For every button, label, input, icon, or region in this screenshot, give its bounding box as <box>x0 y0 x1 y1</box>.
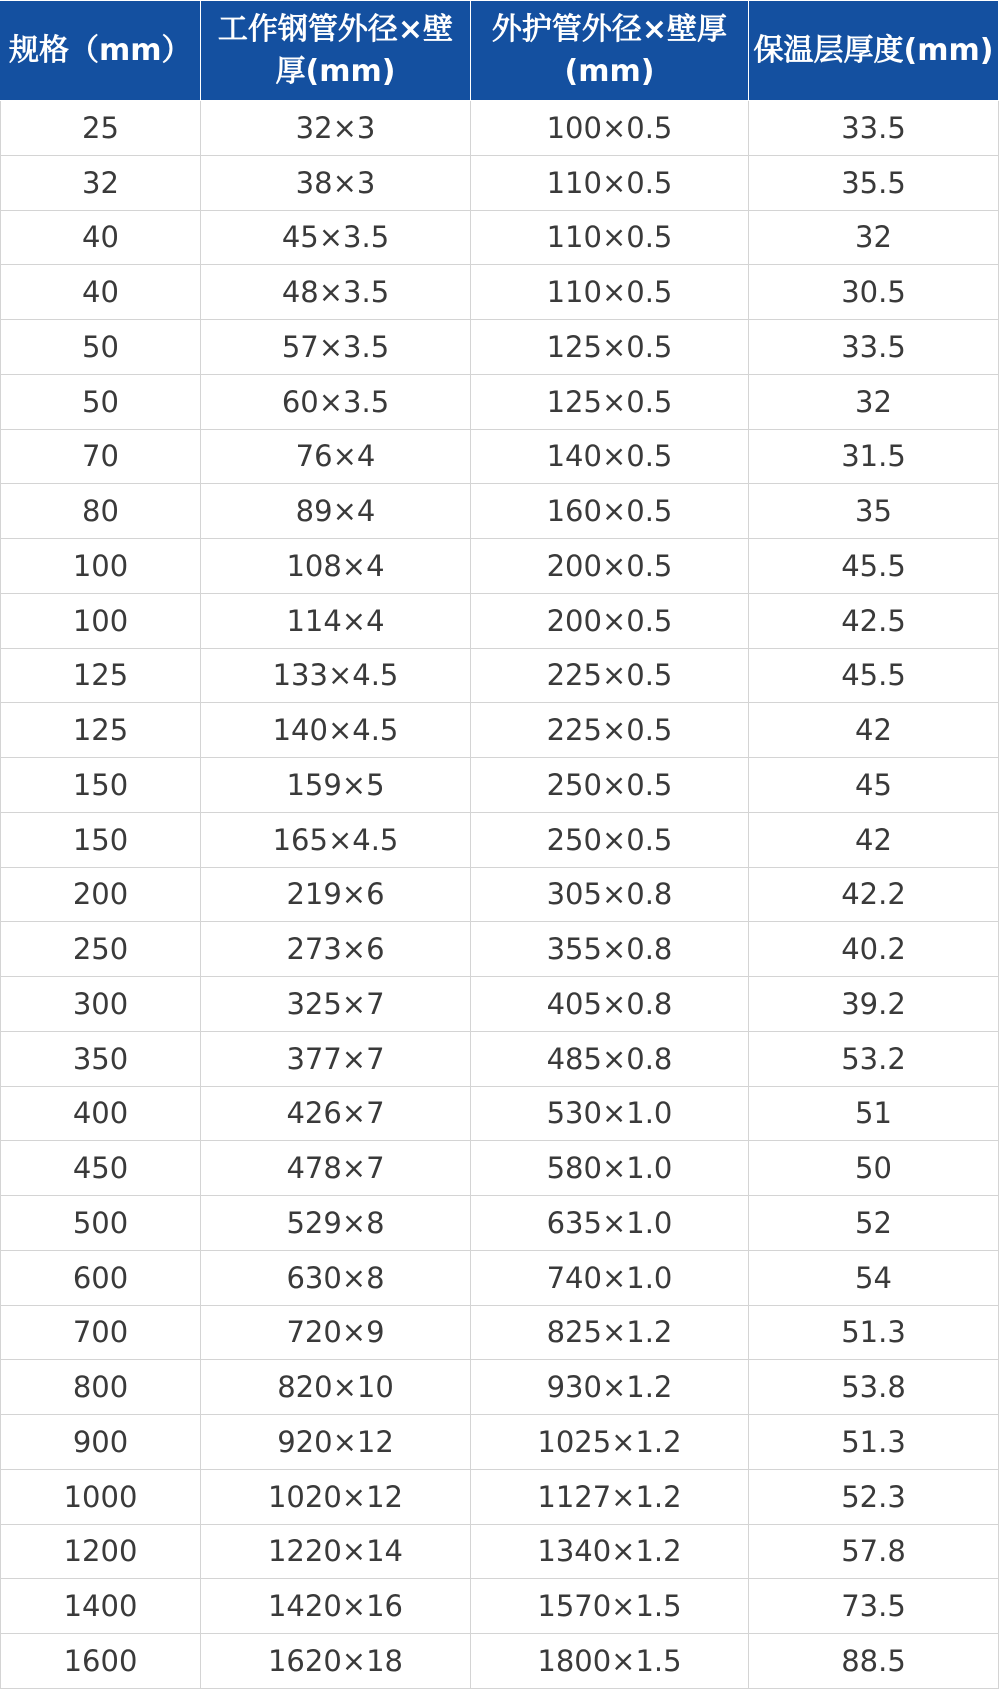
cell-spec: 40 <box>1 265 201 320</box>
table-row <box>1 265 999 320</box>
cell-steel-pipe: 57×3.5 <box>201 320 471 375</box>
table-row <box>1 812 999 867</box>
table-row <box>1 210 999 265</box>
cell-jacket-pipe: 1800×1.5 <box>471 1634 749 1689</box>
cell-jacket-pipe: 405×0.8 <box>471 977 749 1032</box>
cell-steel-pipe: 426×7 <box>201 1086 471 1141</box>
cell-insulation: 42.5 <box>749 593 999 648</box>
cell-spec: 1400 <box>1 1579 201 1634</box>
table-row <box>1 429 999 484</box>
cell-steel-pipe: 48×3.5 <box>201 265 471 320</box>
cell-jacket-pipe: 140×0.5 <box>471 429 749 484</box>
cell-insulation: 57.8 <box>749 1524 999 1579</box>
table-row <box>1 101 999 156</box>
cell-spec: 125 <box>1 648 201 703</box>
cell-jacket-pipe: 250×0.5 <box>471 758 749 813</box>
cell-jacket-pipe: 580×1.0 <box>471 1141 749 1196</box>
cell-spec: 25 <box>1 101 201 156</box>
cell-jacket-pipe: 355×0.8 <box>471 922 749 977</box>
cell-insulation: 45 <box>749 758 999 813</box>
cell-steel-pipe: 920×12 <box>201 1415 471 1470</box>
table-row <box>1 593 999 648</box>
cell-steel-pipe: 219×6 <box>201 867 471 922</box>
table-row <box>1 977 999 1032</box>
cell-spec: 900 <box>1 1415 201 1470</box>
cell-spec: 80 <box>1 484 201 539</box>
cell-jacket-pipe: 125×0.5 <box>471 374 749 429</box>
cell-steel-pipe: 38×3 <box>201 155 471 210</box>
cell-spec: 250 <box>1 922 201 977</box>
cell-spec: 150 <box>1 758 201 813</box>
cell-spec: 350 <box>1 1031 201 1086</box>
cell-spec: 100 <box>1 539 201 594</box>
table-row <box>1 758 999 813</box>
table-row <box>1 867 999 922</box>
cell-steel-pipe: 720×9 <box>201 1305 471 1360</box>
cell-insulation: 33.5 <box>749 320 999 375</box>
table-row <box>1 155 999 210</box>
table-row <box>1 922 999 977</box>
table-row <box>1 539 999 594</box>
cell-steel-pipe: 133×4.5 <box>201 648 471 703</box>
cell-spec: 1000 <box>1 1469 201 1524</box>
cell-insulation: 52 <box>749 1196 999 1251</box>
table-row <box>1 1579 999 1634</box>
cell-insulation: 54 <box>749 1250 999 1305</box>
cell-insulation: 73.5 <box>749 1579 999 1634</box>
cell-insulation: 32 <box>749 374 999 429</box>
cell-steel-pipe: 76×4 <box>201 429 471 484</box>
cell-insulation: 31.5 <box>749 429 999 484</box>
cell-jacket-pipe: 1570×1.5 <box>471 1579 749 1634</box>
cell-jacket-pipe: 200×0.5 <box>471 539 749 594</box>
cell-spec: 150 <box>1 812 201 867</box>
cell-jacket-pipe: 485×0.8 <box>471 1031 749 1086</box>
cell-steel-pipe: 529×8 <box>201 1196 471 1251</box>
table-body <box>1 101 999 1689</box>
cell-steel-pipe: 273×6 <box>201 922 471 977</box>
cell-spec: 125 <box>1 703 201 758</box>
cell-spec: 300 <box>1 977 201 1032</box>
cell-insulation: 33.5 <box>749 101 999 156</box>
cell-insulation: 51.3 <box>749 1415 999 1470</box>
cell-steel-pipe: 325×7 <box>201 977 471 1032</box>
cell-insulation: 88.5 <box>749 1634 999 1689</box>
cell-insulation: 39.2 <box>749 977 999 1032</box>
cell-jacket-pipe: 1340×1.2 <box>471 1524 749 1579</box>
cell-jacket-pipe: 825×1.2 <box>471 1305 749 1360</box>
header-steel-pipe-od-wall: 工作钢管外径×壁厚(mm) <box>201 1 471 101</box>
table-row <box>1 1031 999 1086</box>
cell-spec: 500 <box>1 1196 201 1251</box>
table-row <box>1 1250 999 1305</box>
cell-insulation: 53.8 <box>749 1360 999 1415</box>
table-header <box>1 1 999 101</box>
cell-steel-pipe: 159×5 <box>201 758 471 813</box>
cell-steel-pipe: 630×8 <box>201 1250 471 1305</box>
cell-jacket-pipe: 1127×1.2 <box>471 1469 749 1524</box>
table-row <box>1 374 999 429</box>
cell-steel-pipe: 140×4.5 <box>201 703 471 758</box>
cell-jacket-pipe: 225×0.5 <box>471 703 749 758</box>
cell-insulation: 42 <box>749 812 999 867</box>
header-jacket-pipe-od-wall: 外护管外径×壁厚(mm) <box>471 1 749 101</box>
cell-spec: 600 <box>1 1250 201 1305</box>
table-row <box>1 484 999 539</box>
cell-jacket-pipe: 160×0.5 <box>471 484 749 539</box>
cell-steel-pipe: 820×10 <box>201 1360 471 1415</box>
cell-steel-pipe: 114×4 <box>201 593 471 648</box>
table-row <box>1 320 999 375</box>
table-row <box>1 648 999 703</box>
cell-steel-pipe: 1420×16 <box>201 1579 471 1634</box>
cell-spec: 50 <box>1 320 201 375</box>
cell-jacket-pipe: 200×0.5 <box>471 593 749 648</box>
cell-insulation: 35.5 <box>749 155 999 210</box>
cell-insulation: 30.5 <box>749 265 999 320</box>
cell-jacket-pipe: 250×0.5 <box>471 812 749 867</box>
cell-spec: 1600 <box>1 1634 201 1689</box>
cell-spec: 700 <box>1 1305 201 1360</box>
cell-steel-pipe: 108×4 <box>201 539 471 594</box>
cell-insulation: 51.3 <box>749 1305 999 1360</box>
cell-jacket-pipe: 110×0.5 <box>471 210 749 265</box>
cell-jacket-pipe: 305×0.8 <box>471 867 749 922</box>
header-spec: 规格（mm） <box>1 1 201 101</box>
cell-steel-pipe: 377×7 <box>201 1031 471 1086</box>
cell-steel-pipe: 1020×12 <box>201 1469 471 1524</box>
table-row <box>1 1634 999 1689</box>
header-insulation-thickness: 保温层厚度(mm) <box>749 1 999 101</box>
table-row <box>1 1141 999 1196</box>
cell-insulation: 45.5 <box>749 648 999 703</box>
cell-spec: 400 <box>1 1086 201 1141</box>
table-row <box>1 1524 999 1579</box>
cell-insulation: 40.2 <box>749 922 999 977</box>
cell-insulation: 51 <box>749 1086 999 1141</box>
cell-jacket-pipe: 100×0.5 <box>471 101 749 156</box>
cell-insulation: 52.3 <box>749 1469 999 1524</box>
cell-insulation: 42.2 <box>749 867 999 922</box>
table-row <box>1 703 999 758</box>
cell-spec: 100 <box>1 593 201 648</box>
cell-insulation: 42 <box>749 703 999 758</box>
cell-spec: 40 <box>1 210 201 265</box>
cell-steel-pipe: 45×3.5 <box>201 210 471 265</box>
cell-jacket-pipe: 740×1.0 <box>471 1250 749 1305</box>
cell-steel-pipe: 32×3 <box>201 101 471 156</box>
cell-insulation: 32 <box>749 210 999 265</box>
cell-steel-pipe: 1220×14 <box>201 1524 471 1579</box>
table-row <box>1 1196 999 1251</box>
cell-jacket-pipe: 225×0.5 <box>471 648 749 703</box>
table-row <box>1 1360 999 1415</box>
table-row <box>1 1086 999 1141</box>
cell-insulation: 53.2 <box>749 1031 999 1086</box>
table-row <box>1 1415 999 1470</box>
cell-steel-pipe: 165×4.5 <box>201 812 471 867</box>
cell-spec: 200 <box>1 867 201 922</box>
cell-jacket-pipe: 1025×1.2 <box>471 1415 749 1470</box>
cell-insulation: 35 <box>749 484 999 539</box>
table-row <box>1 1469 999 1524</box>
cell-jacket-pipe: 635×1.0 <box>471 1196 749 1251</box>
cell-spec: 450 <box>1 1141 201 1196</box>
cell-insulation: 45.5 <box>749 539 999 594</box>
cell-jacket-pipe: 110×0.5 <box>471 155 749 210</box>
cell-steel-pipe: 478×7 <box>201 1141 471 1196</box>
cell-spec: 1200 <box>1 1524 201 1579</box>
cell-jacket-pipe: 930×1.2 <box>471 1360 749 1415</box>
cell-jacket-pipe: 110×0.5 <box>471 265 749 320</box>
cell-spec: 800 <box>1 1360 201 1415</box>
cell-jacket-pipe: 125×0.5 <box>471 320 749 375</box>
cell-spec: 32 <box>1 155 201 210</box>
cell-steel-pipe: 1620×18 <box>201 1634 471 1689</box>
cell-spec: 50 <box>1 374 201 429</box>
cell-insulation: 50 <box>749 1141 999 1196</box>
cell-spec: 70 <box>1 429 201 484</box>
table-row <box>1 1305 999 1360</box>
cell-jacket-pipe: 530×1.0 <box>471 1086 749 1141</box>
header-row <box>1 1 999 101</box>
cell-steel-pipe: 60×3.5 <box>201 374 471 429</box>
cell-steel-pipe: 89×4 <box>201 484 471 539</box>
